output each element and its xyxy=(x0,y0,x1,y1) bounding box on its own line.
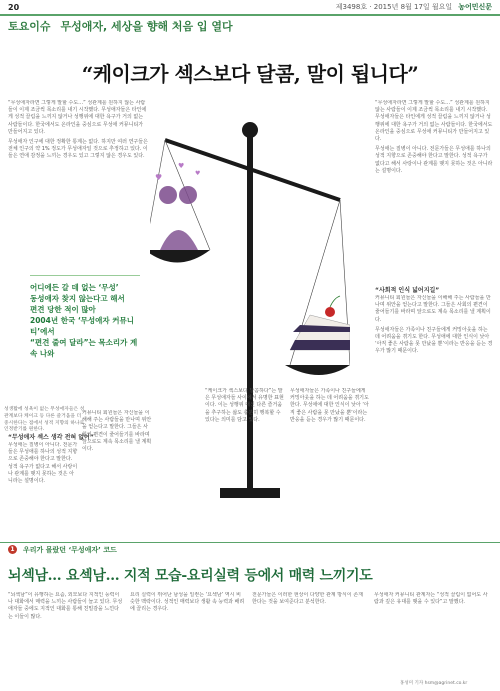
subhead-left: “무성애자 섹스 생각 전혀 없어” xyxy=(8,434,94,441)
column-text: 무성애자 인구에 대한 정확한 통계는 없다. 하지만 여러 연구들은 전체 인구의 약 1% 정도가 무성애자일 것으로 추정하고 있다. 이들은 연애 감정을 느끼는 경우도 있고 그렇지 않은 경우도 있다. xyxy=(8,139,148,160)
bottom-column-4 xyxy=(374,592,492,677)
bottom-section-bar xyxy=(0,542,500,556)
section-tag: 토요이슈 xyxy=(8,20,51,33)
column-text: “케이크가 섹스보다 달콤하다”는 말은 무성애자들 사이에서 유명한 표현이다. 이는 성행위 대신 다른 즐거움을 추구하는 삶도 충분히 행복할 수 있다는 의미를 담고 있다. xyxy=(205,388,284,423)
column-text: 무성애자 커뮤니티 관계자는 “성적 끌림이 없어도 사람과 깊은 유대를 맺을 수 있다”고 말했다. xyxy=(374,592,488,606)
pull-quote xyxy=(30,275,140,359)
subhead-right: “사회적 인식 넓어지길” xyxy=(375,287,440,294)
pull-quote-line: “편견 줄여 달라”는 목소리가 계속 나와 xyxy=(30,338,138,358)
right-scale-pan xyxy=(285,365,350,375)
pull-quote-line: 편견 당한 적이 많아 xyxy=(30,305,96,314)
heart-icon: ♥ xyxy=(155,173,163,182)
page-header xyxy=(0,0,500,14)
column-text: 무성애는 질병이 아니다. 전문가들은 무성애를 하나의 성적 지향으로 존중해야 한다고 말한다. 성적 욕구가 없다고 해서 사랑이나 관계를 맺지 못하는 것은 아니라는 설명이다. xyxy=(375,146,493,174)
section-header xyxy=(0,14,500,36)
article-column-7 xyxy=(375,295,493,537)
page-number: 20 xyxy=(8,2,20,12)
heart-icon: ♥ xyxy=(178,162,185,170)
cake-layer xyxy=(290,340,350,350)
couple-silhouette-left xyxy=(159,186,177,204)
section-kicker: 무성애자, 세상을 향해 처음 입 열다 xyxy=(60,20,233,33)
article-column-6 xyxy=(375,100,493,260)
heart-icon: ♥ xyxy=(195,170,201,177)
bottom-column-1 xyxy=(8,592,123,684)
column-text: 전문가들은 이러한 현상이 다양한 관계 방식이 존재한다는 것을 보여준다고 분석한다. xyxy=(252,592,363,606)
bottom-column-3 xyxy=(252,592,367,684)
article-column-1 xyxy=(8,100,148,270)
column-text: “뇌섹남”이 유행하는 요즘, 외모보다 지적인 능력이나 대화에서 매력을 느끼는 사람들이 늘고 있다. 무성애자들 중에도 지적인 대화를 통해 친밀감을 느낀다는 이들이 많다. xyxy=(8,592,123,620)
article-column-4 xyxy=(205,388,285,536)
column-text: 요리 실력이 뛰어난 남성을 일컫는 ‘요섹남’ 역시 비슷한 맥락이다. 성적인 매력보다 생활 속 능력과 배려에 끌리는 경우다. xyxy=(130,592,245,613)
left-scale-pan xyxy=(150,250,210,263)
article-column-3 xyxy=(82,410,152,537)
scale-pivot xyxy=(242,122,258,138)
column-text: 무성애자들은 가족이나 친구들에게 커밍아웃을 하는 데 어려움을 겪기도 한다. 무성애에 대한 인식이 낮아 ‘아직 좋은 사람을 못 만났을 뿐’이라는 반응을 듣는 경우가 많기 때문이다. xyxy=(290,388,369,423)
pull-quote-line: 어디에든 갈 데 없는 ‘무성’ xyxy=(30,283,119,292)
photo-caption: 성생활에 성욕이 없는 무성애자들은 성관계보다 케이크 등 다른 즐거움을 더 중시한다는 점에서 성적 지향의 하나로 인정받기를 원한다. xyxy=(4,407,85,433)
column-text: “무성애자라면 그렇게 말할 수도…” 성관계를 원하지 않는 사람들이 이제 조금씩 목소리를 내기 시작했다. 무성애자들은 타인에게 성적 끌림을 느끼지 않거나 성행위에 대한 욕구가 거의 없는 사람들이다. 한국에서도 온라인을 중심으로 무성애 커뮤니티가 만들어지고 있다. xyxy=(375,100,493,143)
issue-date: 제3498호 · 2015년 8월 17일 월요일 xyxy=(335,3,453,11)
bottom-column-2 xyxy=(130,592,245,684)
column-text: 커뮤니티 회원들은 자신들을 이해해 주는 사람들을 만나며 위안을 얻는다고 말한다. 그들은 사회의 편견이 줄어들기를 바라며 앞으로도 계속 목소리를 낼 계획이다. xyxy=(82,410,152,453)
column-text: 무성애자들은 가족이나 친구들에게 커밍아웃을 하는 데 어려움을 겪기도 한다. 무성애에 대한 인식이 낮아 ‘아직 좋은 사람을 못 만났을 뿐’이라는 반응을 듣는 경우가 많기 때문이다. xyxy=(375,326,493,355)
column-text: 커뮤니티 회원들은 자신들을 이해해 주는 사람들을 만나며 위안을 얻는다고 말한다. 그들은 사회의 편견이 줄어들기를 바라며 앞으로도 계속 목소리를 낼 계획이다. xyxy=(375,295,491,323)
article-column-5 xyxy=(290,388,370,536)
byline: 홍성미 기자 hsm@agrinet.co.kr xyxy=(400,681,468,686)
pull-quote-line: 동성애자 찾지 않는다고 해서 xyxy=(30,294,125,303)
couple-silhouette-right xyxy=(179,186,197,204)
newspaper-brand: 농어민신문 xyxy=(458,3,492,11)
issue-info xyxy=(336,2,492,12)
pull-quote-line: 2004년 한국 ‘무성애자 커뮤니티’에서 xyxy=(30,316,135,336)
column-text: 무성애는 질병이 아니다. 전문가들은 무성애를 하나의 성적 지향으로 존중해야 한다고 말한다. 성적 욕구가 없다고 해서 사랑이나 관계를 맺지 못하는 것은 아니라는 설명이다. xyxy=(8,442,78,485)
article-column-2 xyxy=(8,442,78,537)
series-number-badge: 1 xyxy=(8,545,17,554)
column-text: “무성애자라면 그렇게 말할 수도…” 성관계를 원하지 않는 사람들이 이제 조금씩 목소리를 내기 시작했다. 무성애자들은 타인에게 성적 끌림을 느끼지 않거나 성행위에 대한 욕구가 거의 없는 사람들이다. 한국에서도 온라인을 중심으로 무성애 커뮤니티가 만들어지고 있다. xyxy=(8,100,147,135)
main-headline: “케이크가 섹스보다 달콤, 말이 됩니다” xyxy=(81,62,419,86)
bottom-bar-title: 우리가 몰랐던 ‘무성애자’ 코드 xyxy=(23,545,117,554)
bottom-headline: 뇌섹남… 요섹남… 지적 모습-요리실력 등에서 매력 느끼기도 xyxy=(8,568,373,584)
cherry-icon xyxy=(325,307,335,317)
